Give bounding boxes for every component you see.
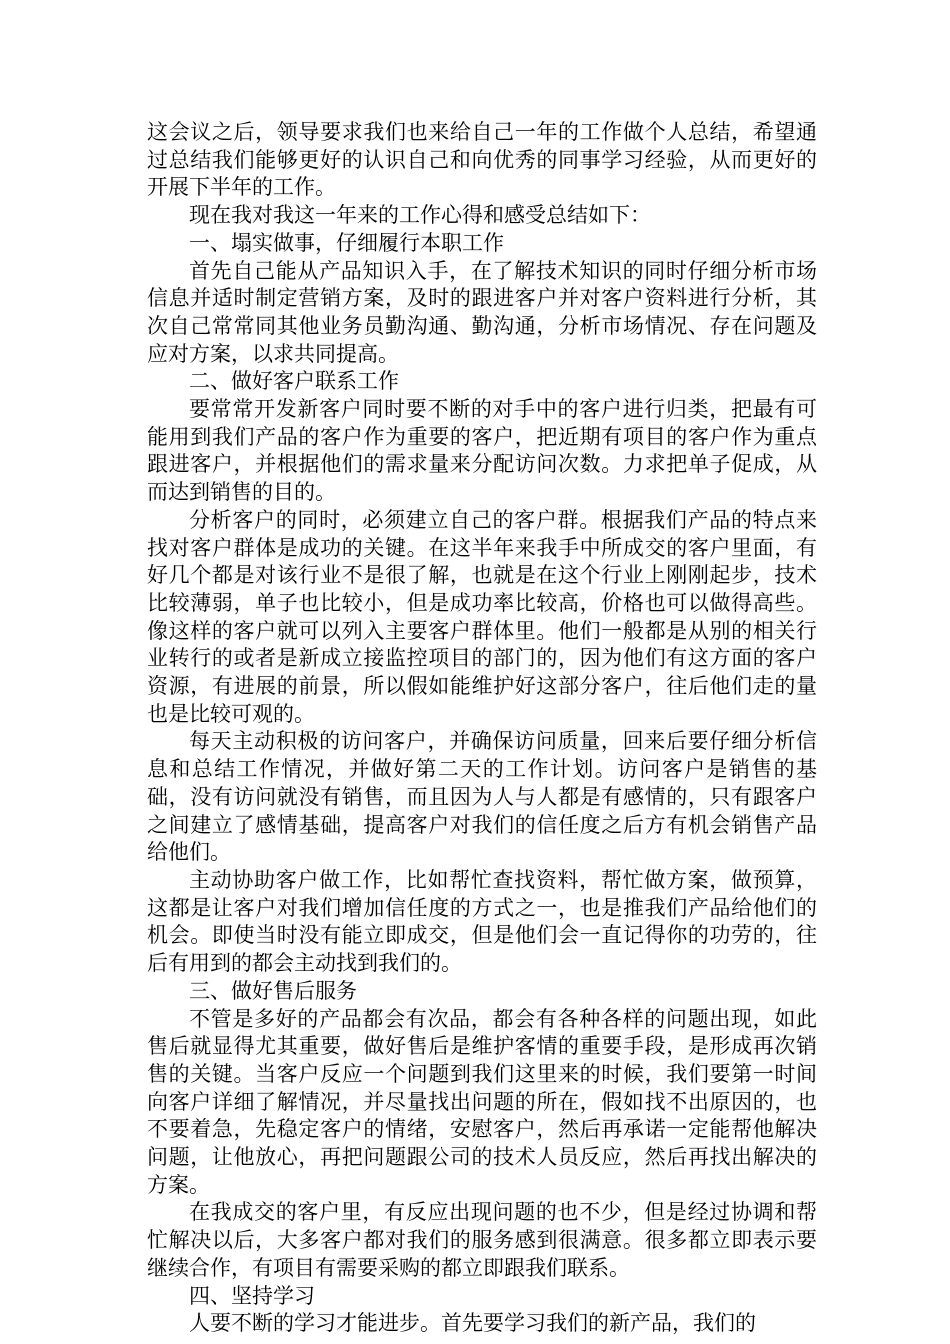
paragraph-section-3b: 在我成交的客户里，有反应出现问题的也不少，但是经过协调和帮忙解决以后，大多客户都对我们的服务感到很满意。很多都立即表示要继续合作，有项目有需要采购的都立即跟我们联系。 [147, 1200, 817, 1280]
paragraph-section-1: 首先自己能从产品知识入手，在了解技术知识的同时仔细分析市场信息并适时制定营销方案，及时的跟进客户并对客户资料进行分析，其次自己常常同其他业务员勤沟通、勤沟通，分析市场情况、存在问题及应对方案，以求共同提高。 [147, 258, 817, 366]
paragraph-summary-lead: 现在我对我这一年来的工作心得和感受总结如下： [189, 203, 651, 228]
paragraph-section-2a: 要常常开发新客户同时要不断的对手中的客户进行归类，把最有可能用到我们产品的客户作为重要的客户，把近期有项目的客户作为重点跟进客户，并根据他们的需求量来分配访问次数。力求把单子促成，从而达到销售的目的。 [147, 397, 817, 505]
paragraph-section-4: 人要不断的学习才能进步。首先要学习我们的新产品，我们的 [189, 1311, 756, 1336]
document-body [147, 119, 817, 1338]
paragraph-intro: 这会议之后，领导要求我们也来给自己一年的工作做个人总结，希望通过总结我们能够更好的认识自己和向优秀的同事学习经验，从而更好的开展下半年的工作。 [147, 120, 817, 200]
paragraph-section-2c: 每天主动积极的访问客户，并确保访问质量，回来后要仔细分析信息和总结工作情况，并做好第二天的工作计划。访问客户是销售的基础，没有访问就没有销售，而且因为人与人都是有感情的，只有跟客户之间建立了感情基础，提高客户对我们的信任度之后方有机会销售产品给他们。 [147, 729, 817, 865]
section-heading-1: 一、塌实做事，仔细履行本职工作 [189, 230, 504, 255]
paragraph-section-3a: 不管是多好的产品都会有次品，都会有各种各样的问题出现，如此售后就显得尤其重要，做好售后是维护客情的重要手段，是形成再次销售的关键。当客户反应一个问题到我们这里来的时候，我们要第一时间向客户详细了解情况，并尽量找出问题的所在，假如找不出原因的，也不要着急，先稳定客户的情绪，安慰客户，然后再承诺一定能帮他解决问题，让他放心，再把问题跟公司的技术人员反应，然后再找出解决的方案。 [147, 1006, 817, 1197]
section-heading-2: 二、做好客户联系工作 [189, 369, 399, 394]
paragraph-section-2b: 分析客户的同时，必须建立自己的客户群。根据我们产品的特点来找对客户群体是成功的关键。在这半年来我手中所成交的客户里面，有好几个都是对该行业不是很了解，也就是在这个行业上刚刚起步，技术比较薄弱，单子也比较小，但是成功率比较高，价格也可以做得高些。像这样的客户就可以列入主要客户群体里。他们一般都是从别的相关行业转行的或者是新成立接监控项目的部门的，因为他们有这方面的客户资源，有进展的前景，所以假如能维护好这部分客户，往后他们走的量也是比较可观的。 [147, 507, 817, 726]
section-heading-3: 三、做好售后服务 [189, 978, 357, 1003]
section-heading-4: 四、坚持学习 [189, 1283, 315, 1308]
paragraph-section-2d: 主动协助客户做工作，比如帮忙查找资料，帮忙做方案，做预算，这都是让客户对我们增加信任度的方式之一，也是推我们产品给他们的机会。即使当时没有能立即成交，但是他们会一直记得你的功劳的，往后有用到的都会主动找到我们的。 [147, 867, 817, 976]
